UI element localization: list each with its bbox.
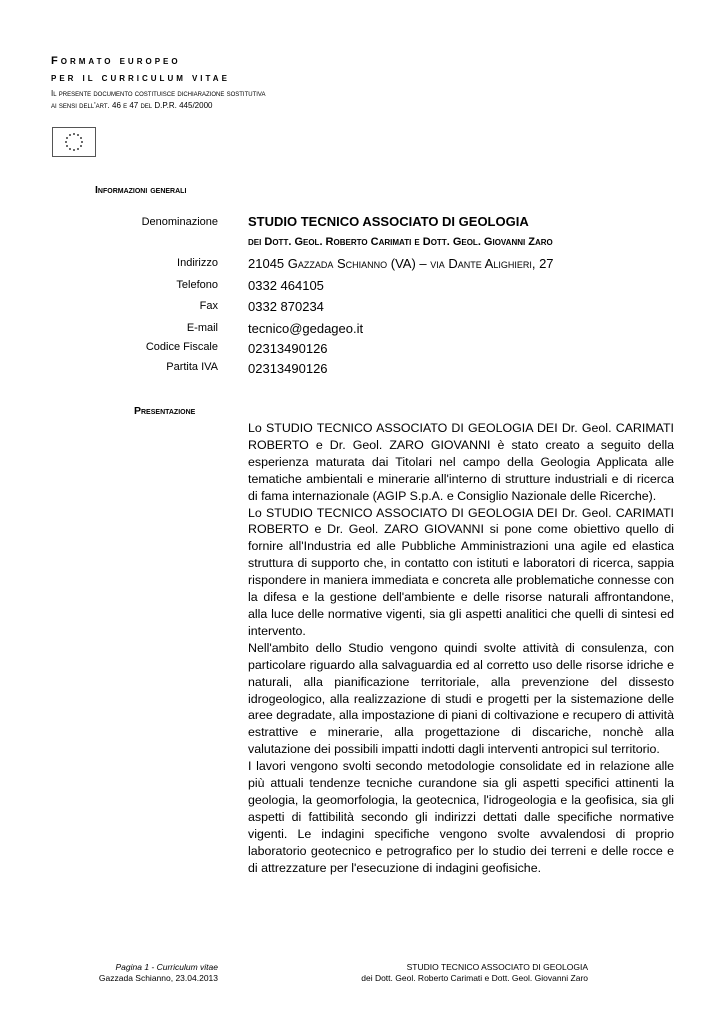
section-title-general-info: Informazioni generali <box>95 184 187 196</box>
codice-fiscale-label: Codice Fiscale <box>145 341 218 353</box>
footer-company-name: STUDIO TECNICO ASSOCIATO DI GEOLOGIA <box>406 962 588 972</box>
footer-page-label: Pagina 1 - Curriculum vitae <box>115 962 218 972</box>
footer-company-owners: dei Dott. Geol. Roberto Carimati e Dott. Geol. Giovanni Zaro <box>361 973 588 983</box>
denominazione-label: Denominazione <box>141 216 218 228</box>
document-title-line2: per il curriculum vitae <box>51 72 230 84</box>
footer-left <box>80 962 218 984</box>
indirizzo-value: 21045 Gazzada Schianno (VA) – via Dante Alighieri, 27 <box>248 256 554 271</box>
fax-value: 0332 870234 <box>248 299 324 314</box>
email-label: E-mail <box>186 322 218 334</box>
presentation-paragraph-3: Nell'ambito dello Studio vengono quindi svolte attività di consulenza, con particolare riguardo alla salvaguardia ed al corretto uso delle risorse idriche e naturali, alla pianificazione territoriale, alla prevenzione del dissesto idrogeologico, alla realizzazione di studi e progetti per la sistemazione delle aree degradate, alla impostazione di piani di coltivazione e recupero di attività estrattive e minerarie, alla progettazione di discariche, nonchè alla valutazione dei possibili impatti indotti dagli interventi antropici sul territorio. <box>248 640 674 757</box>
document-subtitle-line2: ai sensi dell'art. 46 e 47 del D.P.R. 445/2000 <box>51 101 213 110</box>
presentation-paragraph-2: Lo STUDIO TECNICO ASSOCIATO DI GEOLOGIA DEI Dr. Geol. CARIMATI ROBERTO e Dr. Geol. ZARO GIOVANNI si pone come obiettivo quello di fornire all'Industria ed alle Pubbliche Amministrazioni una agile ed elastica struttura di supporto che, in contatto con istituti e laboratori di ricerca, sappia rispondere in maniera immediata e concreta alle problematiche connesse con la difesa e la gestione dell'ambiente e delle risorse naturali affrontandone, alla luce delle normative vigenti, sia gli aspetti analitici che quelli di sintesi ed intervento. <box>248 505 674 638</box>
document-subtitle-line1: Il presente documento costituisce dichiarazione sostitutiva <box>51 89 266 98</box>
partita-iva-value: 02313490126 <box>248 361 328 376</box>
document-title-line1: Formato europeo <box>51 55 181 67</box>
presentation-text <box>248 420 674 876</box>
email-value[interactable]: tecnico@gedageo.it <box>248 321 364 336</box>
indirizzo-label: Indirizzo <box>177 257 218 269</box>
codice-fiscale-value: 02313490126 <box>248 341 328 356</box>
presentation-paragraph-1: Lo STUDIO TECNICO ASSOCIATO DI GEOLOGIA DEI Dr. Geol. CARIMATI ROBERTO e Dr. Geol. ZARO GIOVANNI è stato creato a seguito della esperienza maturata dai Titolari nel campo della Geologia Applicata alle tematiche ambientali e minerarie all'interno di strutture industriali e di ricerca di fama internazionale (AGIP S.p.A. e Consiglio Nazionale delle Ricerche). <box>248 421 674 503</box>
telefono-value: 0332 464105 <box>248 278 324 293</box>
telefono-label: Telefono <box>176 279 218 291</box>
denominazione-value-line2: dei Dott. Geol. Roberto Carimati e Dott. Geol. Giovanni Zaro <box>248 236 553 248</box>
denominazione-value-line1: STUDIO TECNICO ASSOCIATO DI GEOLOGIA <box>248 214 529 229</box>
fax-label: Fax <box>199 300 218 312</box>
partita-iva-label: Partita IVA <box>166 361 218 373</box>
section-title-presentation: Presentazione <box>134 405 196 417</box>
presentation-paragraph-4: I lavori vengono svolti secondo metodologie consolidate ed in relazione alle più attuali tendenze tecniche curandone sia gli aspetti specifici attinenti la geologia, la geomorfologia, la geotecnica, l'idrogeologia e la geofisica, sia gli aspetti di fattibilità secondo gli indirizzi dettati dalle specifiche normative vigenti. Le indagini specifiche vengono svolte avvalendosi di proprio laboratorio geotecnico e petrografico per lo studio dei terreni e delle rocce e di attrezzature per l'esecuzione di indagini geofisiche. <box>248 759 674 875</box>
eu-flag-icon <box>52 127 96 157</box>
footer-place-date: Gazzada Schianno, 23.04.2013 <box>98 973 218 983</box>
footer-right <box>350 962 588 984</box>
